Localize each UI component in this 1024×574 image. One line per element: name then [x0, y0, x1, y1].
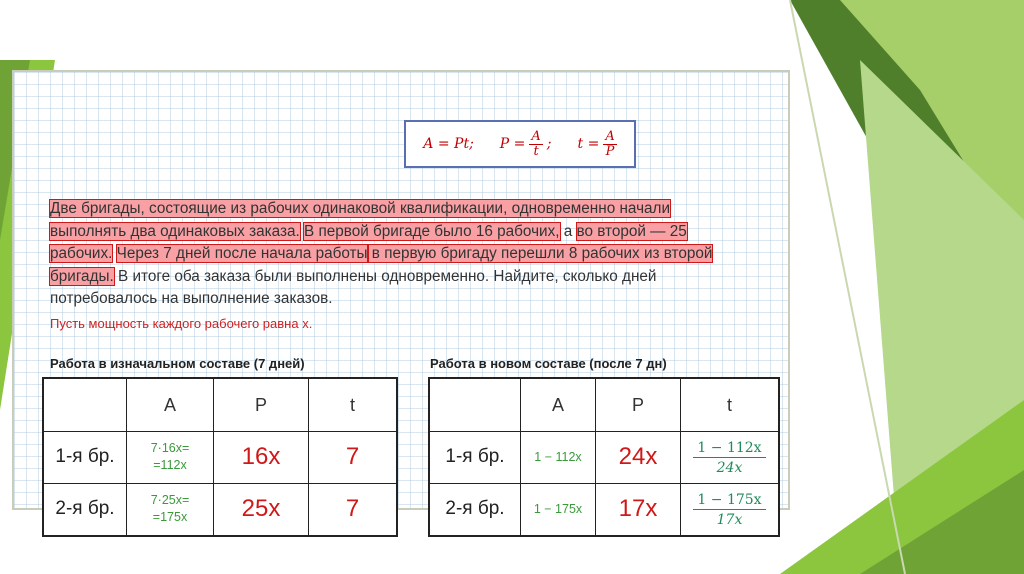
highlight-condition-5: в первую бригаду перешли 8 рабочих из второй бригады.	[50, 245, 713, 285]
fraction-numerator: A	[531, 128, 541, 144]
header-time: t	[309, 378, 398, 432]
header-work: A	[127, 378, 214, 432]
work-cell: 1 − 175x	[521, 483, 596, 536]
table-header-row	[43, 378, 397, 432]
row-label: 2-я бр.	[43, 483, 127, 536]
right-work-table	[428, 377, 780, 537]
formula-power	[500, 130, 552, 158]
time-cell	[681, 432, 780, 484]
time-fraction	[693, 492, 765, 528]
highlight-condition-3: во второй — 25 рабочих.	[50, 222, 687, 262]
formula-time-left: t =	[577, 136, 600, 152]
work-cell	[127, 483, 214, 536]
problem-connector: а	[559, 222, 577, 240]
time-cell: 7	[309, 483, 398, 536]
fraction-numerator: 1 − 175x	[693, 492, 765, 510]
work-line: =175x	[152, 510, 188, 525]
power-cell: 25x	[214, 483, 309, 536]
fraction-numerator: A	[605, 128, 615, 144]
work-cell: 1 − 112x	[521, 432, 596, 484]
work-line: 7·16x=	[150, 441, 190, 456]
fraction-denominator: 24x	[716, 459, 743, 476]
fraction-numerator: 1 − 112x	[693, 440, 765, 458]
table-row	[43, 483, 397, 536]
header-work: A	[521, 378, 596, 432]
time-cell: 7	[309, 432, 398, 484]
left-table-caption: Работа в изначальном составе (7 дней)	[50, 356, 305, 371]
header-power: P	[214, 378, 309, 432]
time-fraction	[693, 440, 765, 476]
work-line: =112x	[153, 458, 187, 473]
highlight-condition-1: Две бригады, состоящие из рабочих одинаковой квалификации, одновременно начали выполнять два одинаковых заказа.	[50, 200, 671, 240]
power-cell: 24x	[596, 432, 681, 484]
formula-work: A = Pt;	[423, 136, 474, 152]
formula-power-tail: ;	[546, 136, 552, 152]
formula-time-fraction	[603, 130, 616, 158]
header-empty	[43, 378, 127, 432]
formula-box	[404, 120, 636, 168]
row-label: 1-я бр.	[429, 432, 521, 484]
fraction-denominator: t	[533, 143, 539, 159]
highlight-condition-4: Через 7 дней после начала работы	[116, 245, 368, 262]
power-cell: 16x	[214, 432, 309, 484]
work-line: 7·25x=	[150, 493, 190, 508]
header-empty	[429, 378, 521, 432]
right-table-caption: Работа в новом составе (после 7 дн)	[430, 356, 667, 371]
header-power: P	[596, 378, 681, 432]
work-cell	[127, 432, 214, 484]
formula-power-fraction	[529, 130, 542, 158]
row-label: 2-я бр.	[429, 483, 521, 536]
problem-text	[50, 198, 750, 311]
row-label: 1-я бр.	[43, 432, 127, 484]
solution-hint: Пусть мощность каждого рабочего равна x.	[50, 316, 313, 331]
time-cell	[681, 483, 780, 536]
power-cell: 17x	[596, 483, 681, 536]
formula-power-left: P =	[499, 136, 526, 152]
fraction-denominator: P	[605, 143, 615, 159]
table-row	[429, 483, 779, 536]
table-header-row	[429, 378, 779, 432]
table-row	[43, 432, 397, 484]
formula-time	[578, 130, 617, 158]
fraction-denominator: 17x	[716, 511, 743, 528]
problem-question: В итоге оба заказа были выполнены одновременно. Найдите, сколько дней потребовалось на выполнение заказов.	[50, 267, 657, 307]
left-work-table	[42, 377, 398, 537]
header-time: t	[681, 378, 780, 432]
table-row	[429, 432, 779, 484]
highlight-condition-2: В первой бригаде было 16 рабочих,	[304, 222, 560, 240]
